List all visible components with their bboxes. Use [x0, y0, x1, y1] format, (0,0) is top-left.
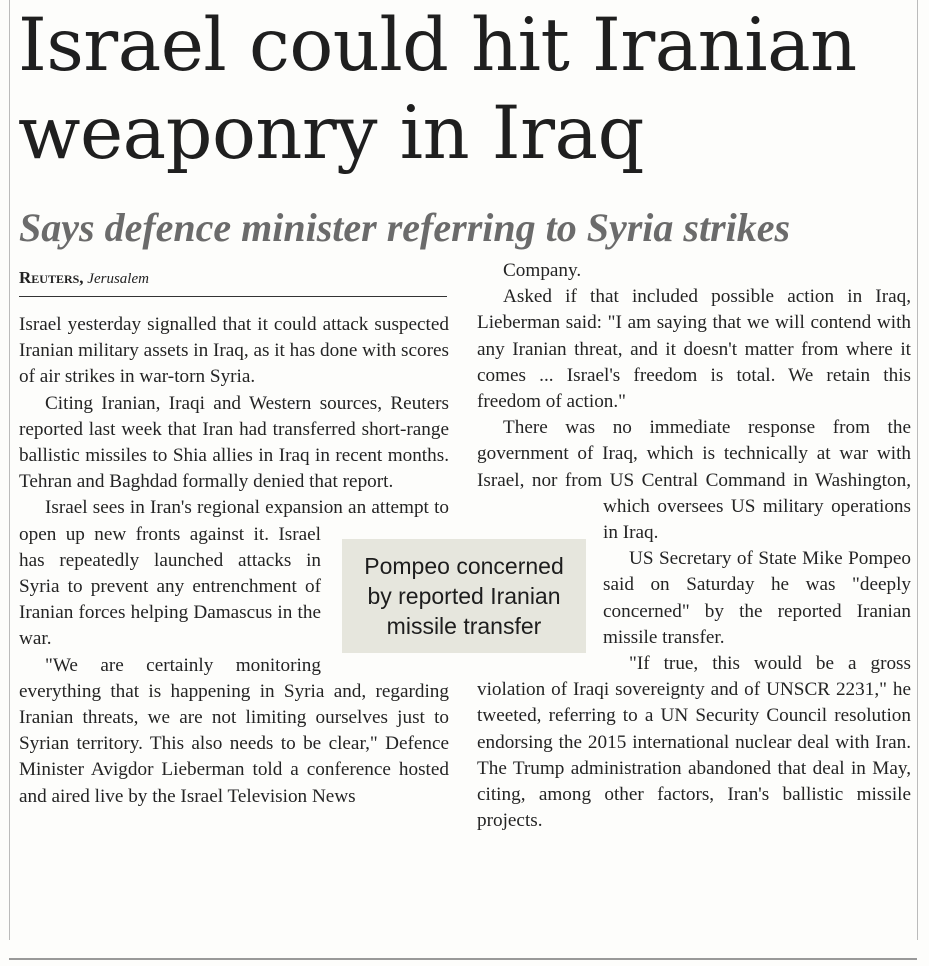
article-subheadline: Says defence minister referring to Syria strikes — [19, 205, 791, 250]
byline-location: Jerusalem — [87, 271, 149, 287]
paragraph: US Secretary of State Mike Pompeo said on Saturday he was "deeply concerned" by the reported Iranian missile transfer. — [603, 548, 911, 648]
paragraph: "We are certainly monitoring everything that is happening in Syria and, regarding Iranian threats, we are not limiting ourselves just to Syrian territory. This also needs to be clear," Defence Minister Avigdor Lieberman told a conference hosted and aired live by the Israel Television News — [19, 654, 449, 807]
byline-agency: Reuters, — [19, 268, 84, 287]
bottom-rule — [9, 958, 917, 960]
paragraph: Company. — [503, 260, 582, 281]
byline-divider — [19, 296, 447, 297]
article-headline: Israel could hit Iranian weaponry in Iraq — [18, 3, 857, 176]
paragraph: There was no immediate response from the government of Iraq, which is technically at war with Israel, nor from US Central Command in Washington, which oversees US military operations in Iraq. — [477, 417, 911, 544]
paragraph: Asked if that included possible action in Iraq, Lieberman said: "I am saying that we will contend with any Iranian threat, and it doesn't matter from where it comes ... Israel's freedom is total. We retain this freedom of action." — [477, 286, 911, 413]
paragraph: "If true, this would be a gross violation of Iraqi sovereignty and of UNSCR 2231," he tweeted, referring to a UN Security Council resolution endorsing the 2015 international nuclear deal with Iran. The Trump administration abandoned that deal in May, citing, among other factors, Iran's ballistic missile projects. — [477, 653, 911, 832]
paragraph: Israel yesterday signalled that it could attack suspected Iranian military assets in Iraq, as it has done with scores of air strikes in war-torn Syria. — [19, 314, 450, 388]
paragraph: Israel sees in Iran's regional expansion an attempt to open up new fronts against it. Israel has repeatedly launched attacks in Syria to prevent any entrenchment of Iranian forces helping Damascus in the war. — [19, 497, 449, 650]
left-column-rule — [9, 0, 10, 940]
byline — [19, 266, 449, 291]
pull-quote: Pompeo concerned by reported Iranian missile transfer — [342, 539, 586, 653]
paragraph: Citing Iranian, Iraqi and Western sources, Reuters reported last week that Iran had transferred short-range ballistic missiles to Shia allies in Iraq in recent months. Tehran and Baghdad formally denied that report. — [19, 392, 449, 493]
